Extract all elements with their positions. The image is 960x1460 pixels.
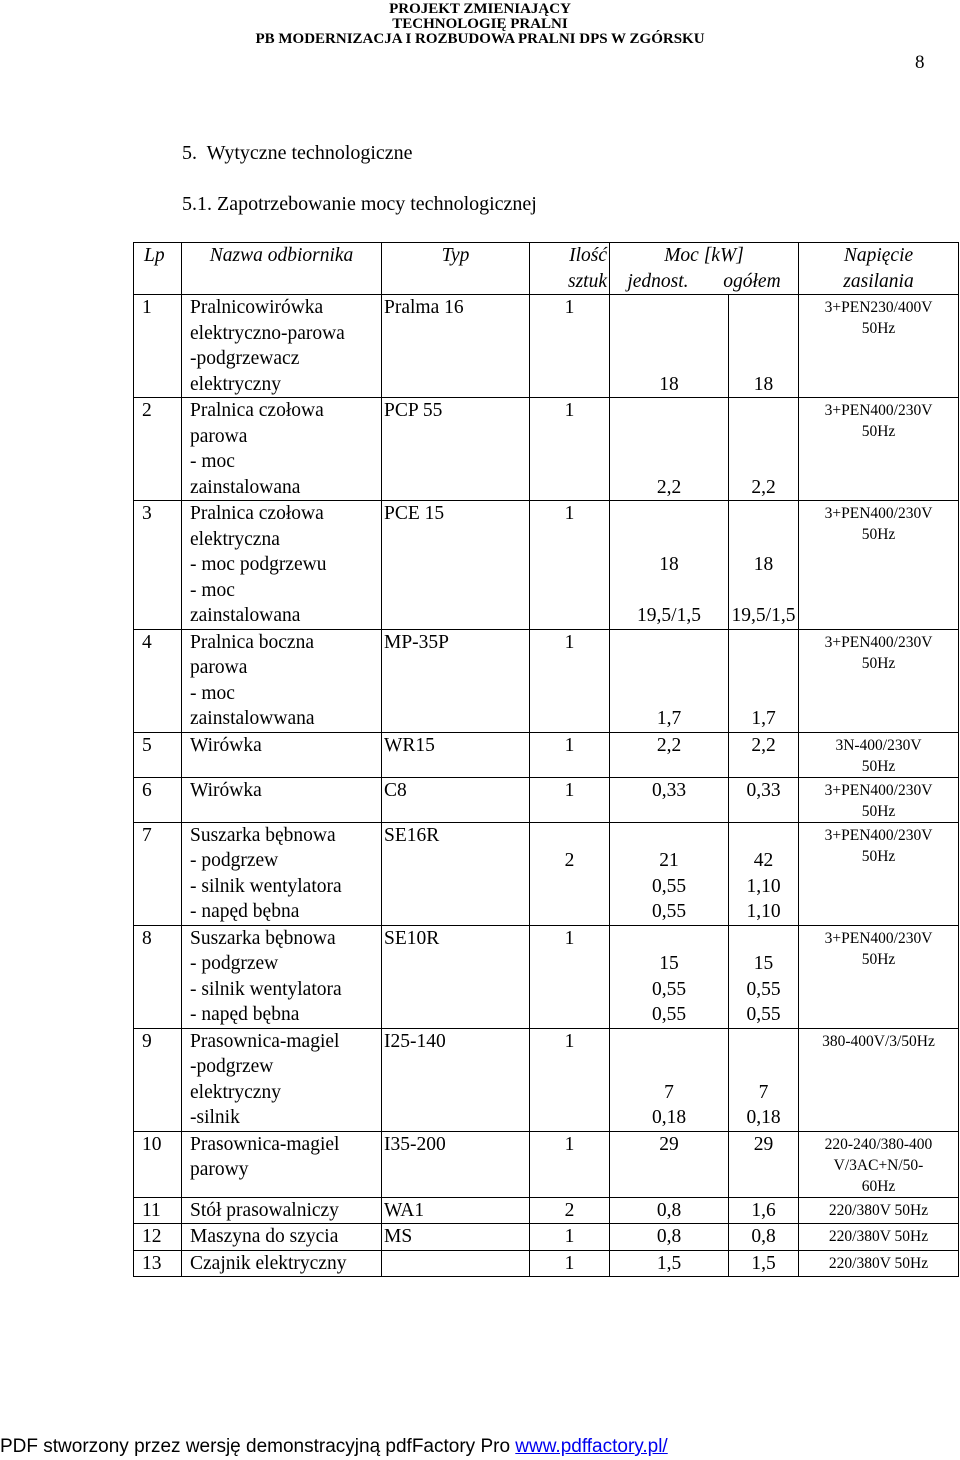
qty-value: 1	[564, 1133, 575, 1155]
power-unit-value	[612, 449, 726, 475]
voltage-line: 380-400V/3/50Hz	[822, 1032, 935, 1050]
table-row	[134, 732, 959, 777]
table-row	[134, 1250, 959, 1277]
voltage-line: 220/380V 50Hz	[828, 1228, 929, 1245]
name-line: Stół prasowalniczy	[190, 1199, 339, 1221]
power-unit-value: 19,5/1,5	[637, 605, 701, 626]
power-unit-value: 15	[659, 953, 679, 974]
table-row	[134, 1028, 959, 1131]
name-line: - silnik wentylatora	[190, 978, 342, 1000]
qty-value: 1	[564, 779, 575, 801]
document-header	[0, 2, 960, 47]
cell-power-total	[729, 1224, 799, 1251]
cell-voltage	[799, 629, 959, 732]
table-row	[134, 629, 959, 732]
cell-name	[182, 822, 382, 925]
qty-value: 2	[564, 850, 575, 871]
power-total-value: 19,5/1,5	[731, 605, 796, 626]
qty-value: 1	[564, 1252, 575, 1274]
power-unit-value: 0,8	[656, 1199, 682, 1221]
cell-voltage	[799, 1131, 959, 1197]
cell-lp: 3	[134, 501, 182, 630]
power-unit-value: 18	[659, 554, 679, 575]
table-row	[134, 398, 959, 501]
power-total-value: 2,2	[751, 734, 776, 756]
cell-type: PCP 55	[382, 398, 530, 501]
power-unit-value	[612, 527, 726, 553]
name-line: - napęd bębna	[190, 1004, 300, 1025]
power-unit-value: 0,55	[651, 1004, 687, 1025]
footer	[0, 1436, 668, 1458]
voltage-line: 50Hz	[861, 847, 896, 865]
power-unit-value: 2,2	[656, 476, 682, 498]
cell-power-unit	[610, 732, 729, 777]
power-total-value	[731, 578, 796, 604]
name-line: - moc	[190, 451, 235, 472]
power-total-value: 29	[753, 1133, 774, 1155]
header-qty	[530, 243, 610, 295]
cell-power-unit	[610, 501, 729, 630]
power-total-value: 1,10	[746, 901, 781, 922]
power-unit-value	[612, 424, 726, 450]
cell-name	[182, 1250, 382, 1277]
name-line: parowa	[190, 657, 248, 678]
table-body	[134, 295, 959, 1277]
footer-text: PDF stworzony przez wersję demonstracyjną pdfFactory Pro	[0, 1436, 516, 1457]
table-row	[134, 1224, 959, 1251]
cell-voltage	[799, 732, 959, 777]
cell-power-unit	[610, 822, 729, 925]
power-unit-value	[612, 655, 726, 681]
cell-type: Pralma 16	[382, 295, 530, 398]
name-line: - moc	[190, 579, 235, 601]
cell-lp: 5	[134, 732, 182, 777]
power-total-value: 0,55	[746, 978, 781, 1000]
power-total-value: 2,2	[751, 476, 776, 498]
power-requirements-table	[133, 242, 959, 1277]
power-total-value: 42	[753, 850, 774, 871]
cell-qty	[530, 1224, 610, 1251]
cell-name	[182, 629, 382, 732]
header-power	[610, 243, 799, 295]
cell-name	[182, 295, 382, 398]
power-total-value	[731, 346, 796, 372]
cell-type	[382, 1250, 530, 1277]
power-unit-value	[612, 630, 726, 656]
name-line: zainstalowana	[190, 605, 301, 626]
qty-value: 1	[564, 1030, 575, 1052]
name-line: Pralnicowirówka	[190, 297, 324, 318]
footer-link[interactable]: www.pdffactory.pl/	[515, 1436, 668, 1457]
power-unit-value: 0,55	[651, 901, 687, 922]
cell-type: MS	[382, 1224, 530, 1251]
cell-power-total	[729, 925, 799, 1028]
section-title: 5. Wytyczne technologiczne	[182, 142, 413, 164]
qty-value: 1	[564, 1226, 575, 1247]
voltage-line: 50Hz	[861, 757, 896, 775]
header-line-3: PB MODERNIZACJA I ROZBUDOWA PRALNI DPS W ZGÓRSKU	[255, 31, 705, 47]
power-unit-value	[612, 681, 726, 707]
cell-power-total	[729, 295, 799, 398]
name-line: Pralnica boczna	[190, 631, 314, 653]
qty-value: 1	[564, 503, 575, 524]
name-line: Suszarka bębnowa	[190, 824, 336, 846]
power-total-value: 1,10	[746, 875, 781, 897]
qty-value: 1	[564, 297, 575, 318]
cell-power-unit	[610, 295, 729, 398]
power-unit-value: 0,55	[651, 978, 687, 1000]
power-unit-value: 1,5	[656, 1252, 682, 1274]
cell-power-total	[729, 629, 799, 732]
table-row	[134, 777, 959, 822]
cell-lp: 4	[134, 629, 182, 732]
qty-value: 1	[564, 927, 575, 949]
cell-power-total	[729, 777, 799, 822]
cell-power-total	[729, 501, 799, 630]
power-unit-value: 0,55	[651, 875, 687, 897]
voltage-line: V/3AC+N/50-	[833, 1156, 924, 1174]
power-unit-value	[612, 578, 726, 604]
cell-qty	[530, 1197, 610, 1224]
power-total-value: 7	[758, 1081, 769, 1103]
cell-power-unit	[610, 1028, 729, 1131]
power-unit-value: 29	[659, 1133, 679, 1155]
cell-lp: 10	[134, 1131, 182, 1197]
table-row	[134, 1131, 959, 1197]
power-unit-value: 1,7	[656, 708, 682, 729]
header-power-label: Moc [kW]	[664, 245, 744, 266]
power-total-value	[731, 681, 796, 707]
cell-lp: 12	[134, 1224, 182, 1251]
table-row	[134, 1197, 959, 1224]
power-total-value	[731, 1029, 796, 1055]
voltage-line: 50Hz	[861, 320, 896, 337]
header-line-2: TECHNOLOGIĘ PRALNI	[392, 16, 568, 32]
name-line: - podgrzew	[190, 850, 279, 871]
voltage-line: 3+PEN400/230V	[824, 826, 933, 844]
power-total-value	[731, 926, 796, 952]
name-line: zainstalowana	[190, 476, 301, 498]
name-line: parowa	[190, 425, 248, 447]
cell-qty	[530, 925, 610, 1028]
power-total-value: 0,18	[746, 1107, 781, 1128]
cell-qty	[530, 501, 610, 630]
power-unit-value: 2,2	[656, 734, 682, 756]
voltage-line: 3+PEN230/400V	[824, 299, 933, 316]
cell-power-unit	[610, 629, 729, 732]
voltage-line: 220/380V 50Hz	[828, 1254, 929, 1272]
power-unit-value	[612, 321, 726, 347]
cell-voltage	[799, 1028, 959, 1131]
cell-type: PCE 15	[382, 501, 530, 630]
header-power-total: ogółem	[723, 270, 781, 292]
qty-value: 1	[564, 734, 575, 756]
voltage-line: 50Hz	[861, 950, 896, 968]
cell-voltage	[799, 777, 959, 822]
name-line: Maszyna do szycia	[190, 1226, 339, 1247]
name-line: - moc	[190, 682, 235, 704]
cell-power-unit	[610, 1197, 729, 1224]
cell-lp: 8	[134, 925, 182, 1028]
name-line: elektryczny	[190, 373, 281, 395]
cell-name	[182, 1224, 382, 1251]
cell-lp: 1	[134, 295, 182, 398]
power-total-value	[731, 295, 796, 321]
cell-name	[182, 925, 382, 1028]
power-unit-value: 21	[659, 850, 679, 871]
power-unit-value	[612, 346, 726, 372]
header-lp: Lp	[134, 243, 182, 295]
name-line: Suszarka bębnowa	[190, 927, 336, 949]
cell-lp: 7	[134, 822, 182, 925]
cell-power-unit	[610, 1224, 729, 1251]
voltage-line: 3+PEN400/230V	[824, 633, 933, 651]
name-line: - podgrzew	[190, 953, 279, 974]
cell-qty	[530, 398, 610, 501]
power-total-value	[731, 1054, 796, 1080]
cell-type: I35-200	[382, 1131, 530, 1197]
header-voltage-line2: zasilania	[843, 270, 914, 292]
name-line: elektryczny	[190, 1081, 281, 1103]
table-row	[134, 925, 959, 1028]
voltage-line: 50Hz	[861, 802, 896, 820]
power-unit-value: 18	[659, 373, 679, 395]
voltage-line: 3N-400/230V	[835, 736, 922, 754]
name-line: - moc podgrzewu	[190, 554, 327, 575]
power-unit-value	[612, 926, 726, 952]
power-unit-value	[612, 823, 726, 849]
power-total-value	[731, 398, 796, 424]
power-unit-value: 7	[664, 1081, 674, 1103]
cell-voltage	[799, 1250, 959, 1277]
cell-power-total	[729, 1250, 799, 1277]
cell-power-unit	[610, 398, 729, 501]
power-unit-value	[612, 295, 726, 321]
cell-type: MP-35P	[382, 629, 530, 732]
name-line: -podgrzew	[190, 1056, 274, 1077]
voltage-line: 220/380V 50Hz	[828, 1201, 929, 1219]
cell-power-unit	[610, 1131, 729, 1197]
cell-name	[182, 732, 382, 777]
cell-qty	[530, 732, 610, 777]
power-unit-value	[612, 1054, 726, 1080]
cell-voltage	[799, 925, 959, 1028]
cell-voltage	[799, 295, 959, 398]
name-line: Pralnica czołowa	[190, 503, 324, 524]
cell-voltage	[799, 1224, 959, 1251]
power-total-value	[731, 527, 796, 553]
table-header-row	[134, 243, 959, 295]
power-total-value: 1,5	[751, 1252, 776, 1274]
cell-qty	[530, 629, 610, 732]
header-line-1: PROJEKT ZMIENIAJĄCY	[389, 1, 571, 17]
cell-lp: 6	[134, 777, 182, 822]
cell-power-total	[729, 1197, 799, 1224]
header-voltage-line1: Napięcie	[843, 245, 914, 266]
name-line: elektryczno-parowa	[190, 322, 345, 344]
power-total-value: 18	[753, 373, 774, 395]
cell-qty	[530, 822, 610, 925]
header-voltage	[799, 243, 959, 295]
header-type: Typ	[382, 243, 530, 295]
name-line: Wirówka	[190, 779, 262, 801]
power-total-value: 1,7	[751, 708, 776, 729]
cell-qty	[530, 777, 610, 822]
qty-value: 1	[564, 631, 575, 653]
name-line: Prasownica-magiel	[190, 1030, 340, 1052]
subsection-title: 5.1. Zapotrzebowanie mocy technologicznej	[182, 193, 537, 215]
name-line: Prasownica-magiel	[190, 1133, 340, 1155]
power-total-value: 18	[753, 554, 774, 575]
name-line: -podgrzewacz	[190, 348, 300, 369]
name-line: parowy	[190, 1159, 249, 1180]
name-line: - silnik wentylatora	[190, 875, 342, 897]
cell-type: WA1	[382, 1197, 530, 1224]
power-total-value	[731, 449, 796, 475]
voltage-line: 3+PEN400/230V	[824, 781, 933, 799]
cell-name	[182, 777, 382, 822]
cell-type: WR15	[382, 732, 530, 777]
voltage-line: 50Hz	[861, 423, 896, 440]
power-total-value: 1,6	[751, 1199, 776, 1221]
cell-qty	[530, 1131, 610, 1197]
cell-voltage	[799, 822, 959, 925]
cell-voltage	[799, 1197, 959, 1224]
voltage-line: 60Hz	[861, 1177, 896, 1195]
power-unit-value: 0,8	[656, 1226, 682, 1247]
cell-lp: 13	[134, 1250, 182, 1277]
cell-power-total	[729, 398, 799, 501]
cell-type: SE10R	[382, 925, 530, 1028]
power-total-value	[731, 823, 796, 849]
power-unit-value: 0,18	[651, 1107, 687, 1128]
voltage-line: 50Hz	[861, 654, 896, 672]
cell-power-unit	[610, 777, 729, 822]
power-total-value	[731, 424, 796, 450]
voltage-line: 220-240/380-400	[824, 1135, 933, 1153]
voltage-line: 3+PEN400/230V	[824, 929, 933, 947]
name-line: elektryczna	[190, 528, 280, 550]
header-name: Nazwa odbiornika	[182, 243, 382, 295]
cell-power-total	[729, 1131, 799, 1197]
name-line: Czajnik elektryczny	[190, 1252, 347, 1274]
cell-name	[182, 501, 382, 630]
cell-lp: 11	[134, 1197, 182, 1224]
cell-power-unit	[610, 925, 729, 1028]
cell-power-total	[729, 732, 799, 777]
voltage-line: 3+PEN400/230V	[824, 505, 933, 522]
header-qty-line1: Ilość	[569, 245, 607, 266]
cell-qty	[530, 295, 610, 398]
power-total-value: 0,8	[751, 1226, 776, 1247]
power-unit-value	[612, 398, 726, 424]
name-line: Pralnica czołowa	[190, 400, 324, 421]
power-total-value: 0,33	[746, 779, 781, 801]
voltage-line: 3+PEN400/230V	[824, 402, 933, 419]
cell-qty	[530, 1250, 610, 1277]
cell-voltage	[799, 501, 959, 630]
cell-power-total	[729, 1028, 799, 1131]
table-row	[134, 501, 959, 630]
table-row	[134, 822, 959, 925]
cell-name	[182, 1131, 382, 1197]
name-line: zainstalowwana	[190, 708, 315, 729]
header-qty-line2: sztuk	[568, 270, 607, 292]
power-total-value: 15	[753, 953, 774, 974]
power-total-value: 0,55	[746, 1004, 781, 1025]
table-row	[134, 295, 959, 398]
cell-name	[182, 1197, 382, 1224]
cell-lp: 9	[134, 1028, 182, 1131]
cell-power-unit	[610, 1250, 729, 1277]
power-unit-value	[612, 501, 726, 527]
cell-lp: 2	[134, 398, 182, 501]
name-line: -silnik	[190, 1107, 240, 1128]
header-power-unit: jednost.	[627, 270, 689, 292]
power-total-value	[731, 630, 796, 656]
cell-type: I25-140	[382, 1028, 530, 1131]
cell-name	[182, 1028, 382, 1131]
name-line: Wirówka	[190, 734, 262, 756]
power-total-value	[731, 655, 796, 681]
cell-qty	[530, 1028, 610, 1131]
power-unit-value	[612, 1029, 726, 1055]
cell-name	[182, 398, 382, 501]
name-line: - napęd bębna	[190, 901, 300, 922]
cell-type: SE16R	[382, 822, 530, 925]
qty-value: 2	[564, 1199, 575, 1221]
power-unit-value: 0,33	[651, 779, 687, 801]
cell-voltage	[799, 398, 959, 501]
voltage-line: 50Hz	[861, 526, 896, 543]
qty-value: 1	[564, 400, 575, 421]
power-total-value	[731, 501, 796, 527]
cell-power-total	[729, 822, 799, 925]
power-total-value	[731, 321, 796, 347]
cell-type: C8	[382, 777, 530, 822]
page-number: 8	[915, 52, 925, 73]
